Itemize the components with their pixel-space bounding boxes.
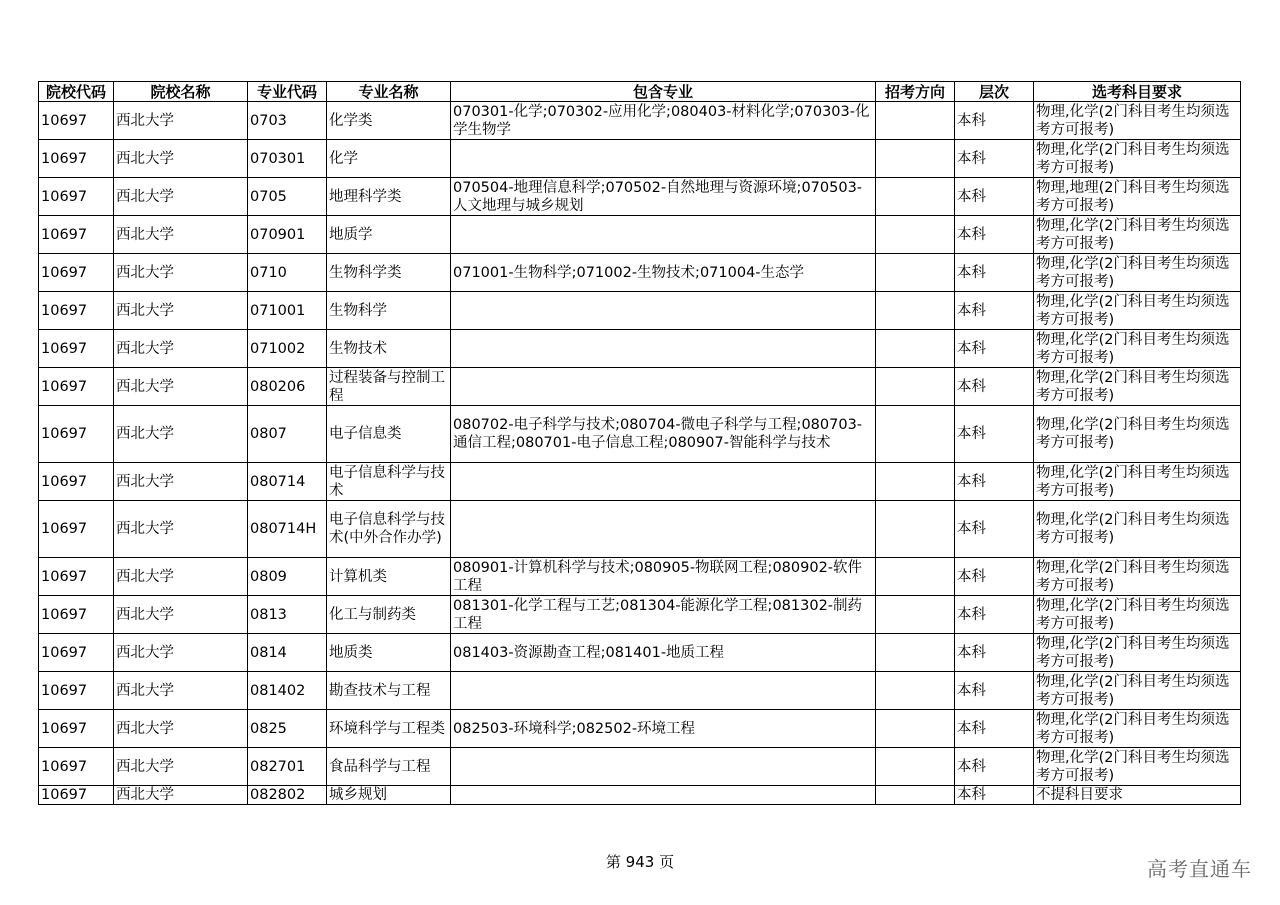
page-number: 第 943 页	[605, 853, 675, 871]
cell-major-code: 080714	[248, 463, 327, 501]
cell-major-code: 070901	[248, 216, 327, 254]
cell-school-name: 西北大学	[114, 558, 248, 596]
table-row	[39, 216, 1241, 254]
cell-major-code: 0813	[248, 596, 327, 634]
cell-school-code: 10697	[39, 501, 114, 558]
cell-major-name: 环境科学与工程类	[327, 710, 451, 748]
cell-included-majors: 081403-资源勘查工程;081401-地质工程	[451, 634, 876, 672]
header-included-majors: 包含专业	[451, 82, 876, 102]
cell-direction	[876, 178, 955, 216]
table-row	[39, 140, 1241, 178]
cell-major-code: 082701	[248, 748, 327, 786]
cell-level: 本科	[955, 463, 1034, 501]
cell-school-code: 10697	[39, 216, 114, 254]
cell-level: 本科	[955, 140, 1034, 178]
cell-direction	[876, 102, 955, 140]
cell-subject-requirement: 物理,化学(2门科目考生均须选考方可报考)	[1034, 368, 1241, 406]
cell-subject-requirement: 物理,化学(2门科目考生均须选考方可报考)	[1034, 330, 1241, 368]
cell-included-majors	[451, 672, 876, 710]
cell-included-majors	[451, 463, 876, 501]
cell-direction	[876, 672, 955, 710]
cell-school-name: 西北大学	[114, 710, 248, 748]
cell-school-name: 西北大学	[114, 406, 248, 463]
header-school-name: 院校名称	[114, 82, 248, 102]
cell-direction	[876, 292, 955, 330]
cell-school-name: 西北大学	[114, 178, 248, 216]
cell-school-code: 10697	[39, 330, 114, 368]
table-row	[39, 786, 1241, 805]
cell-school-code: 10697	[39, 634, 114, 672]
cell-school-code: 10697	[39, 406, 114, 463]
cell-major-name: 地理科学类	[327, 178, 451, 216]
cell-included-majors	[451, 292, 876, 330]
cell-school-code: 10697	[39, 596, 114, 634]
cell-major-code: 0703	[248, 102, 327, 140]
header-major-code: 专业代码	[248, 82, 327, 102]
cell-level: 本科	[955, 558, 1034, 596]
cell-school-name: 西北大学	[114, 292, 248, 330]
cell-included-majors: 082503-环境科学;082502-环境工程	[451, 710, 876, 748]
cell-major-name: 电子信息类	[327, 406, 451, 463]
cell-school-code: 10697	[39, 558, 114, 596]
table-row	[39, 596, 1241, 634]
cell-school-name: 西北大学	[114, 254, 248, 292]
cell-level: 本科	[955, 710, 1034, 748]
cell-school-name: 西北大学	[114, 102, 248, 140]
cell-subject-requirement: 物理,化学(2门科目考生均须选考方可报考)	[1034, 254, 1241, 292]
table-row	[39, 748, 1241, 786]
table-row	[39, 634, 1241, 672]
cell-level: 本科	[955, 596, 1034, 634]
header-subject-requirement: 选考科目要求	[1034, 82, 1241, 102]
table-header-row	[39, 82, 1241, 102]
cell-subject-requirement: 不提科目要求	[1034, 786, 1241, 805]
cell-school-name: 西北大学	[114, 501, 248, 558]
cell-subject-requirement: 物理,化学(2门科目考生均须选考方可报考)	[1034, 710, 1241, 748]
cell-direction	[876, 140, 955, 178]
cell-school-code: 10697	[39, 748, 114, 786]
cell-included-majors: 071001-生物科学;071002-生物技术;071004-生态学	[451, 254, 876, 292]
cell-major-name: 城乡规划	[327, 786, 451, 805]
cell-direction	[876, 254, 955, 292]
cell-included-majors: 070301-化学;070302-应用化学;080403-材料化学;070303-化学生物学	[451, 102, 876, 140]
cell-major-code: 0825	[248, 710, 327, 748]
cell-included-majors: 070504-地理信息科学;070502-自然地理与资源环境;070503-人文地理与城乡规划	[451, 178, 876, 216]
cell-subject-requirement: 物理,化学(2门科目考生均须选考方可报考)	[1034, 558, 1241, 596]
table-row	[39, 254, 1241, 292]
cell-direction	[876, 330, 955, 368]
cell-direction	[876, 368, 955, 406]
cell-direction	[876, 501, 955, 558]
cell-direction	[876, 216, 955, 254]
cell-direction	[876, 596, 955, 634]
cell-school-code: 10697	[39, 292, 114, 330]
table-row	[39, 406, 1241, 463]
cell-major-name: 化工与制药类	[327, 596, 451, 634]
cell-level: 本科	[955, 368, 1034, 406]
table-row	[39, 463, 1241, 501]
cell-subject-requirement: 物理,化学(2门科目考生均须选考方可报考)	[1034, 463, 1241, 501]
cell-major-code: 0705	[248, 178, 327, 216]
cell-major-name: 电子信息科学与技术	[327, 463, 451, 501]
cell-subject-requirement: 物理,地理(2门科目考生均须选考方可报考)	[1034, 178, 1241, 216]
cell-level: 本科	[955, 501, 1034, 558]
cell-school-code: 10697	[39, 102, 114, 140]
cell-direction	[876, 748, 955, 786]
cell-direction	[876, 463, 955, 501]
table-row	[39, 178, 1241, 216]
cell-major-name: 地质学	[327, 216, 451, 254]
cell-major-code: 070301	[248, 140, 327, 178]
header-school-code: 院校代码	[39, 82, 114, 102]
cell-included-majors	[451, 748, 876, 786]
cell-major-code: 080206	[248, 368, 327, 406]
cell-subject-requirement: 物理,化学(2门科目考生均须选考方可报考)	[1034, 634, 1241, 672]
cell-included-majors	[451, 140, 876, 178]
cell-direction	[876, 634, 955, 672]
cell-school-name: 西北大学	[114, 463, 248, 501]
cell-school-name: 西北大学	[114, 330, 248, 368]
cell-major-code: 080714H	[248, 501, 327, 558]
cell-school-code: 10697	[39, 178, 114, 216]
cell-school-name: 西北大学	[114, 634, 248, 672]
cell-school-code: 10697	[39, 672, 114, 710]
cell-subject-requirement: 物理,化学(2门科目考生均须选考方可报考)	[1034, 501, 1241, 558]
cell-level: 本科	[955, 406, 1034, 463]
table-row	[39, 710, 1241, 748]
cell-school-code: 10697	[39, 786, 114, 805]
cell-included-majors	[451, 501, 876, 558]
cell-subject-requirement: 物理,化学(2门科目考生均须选考方可报考)	[1034, 672, 1241, 710]
cell-school-code: 10697	[39, 463, 114, 501]
cell-school-code: 10697	[39, 368, 114, 406]
cell-major-code: 0809	[248, 558, 327, 596]
header-direction: 招考方向	[876, 82, 955, 102]
cell-subject-requirement: 物理,化学(2门科目考生均须选考方可报考)	[1034, 102, 1241, 140]
cell-major-name: 电子信息科学与技术(中外合作办学)	[327, 501, 451, 558]
cell-major-name: 过程装备与控制工程	[327, 368, 451, 406]
cell-school-name: 西北大学	[114, 748, 248, 786]
cell-major-name: 地质类	[327, 634, 451, 672]
cell-level: 本科	[955, 786, 1034, 805]
cell-included-majors	[451, 216, 876, 254]
cell-included-majors	[451, 368, 876, 406]
header-level: 层次	[955, 82, 1034, 102]
cell-major-code: 071002	[248, 330, 327, 368]
cell-included-majors	[451, 330, 876, 368]
cell-major-name: 生物技术	[327, 330, 451, 368]
cell-major-name: 勘查技术与工程	[327, 672, 451, 710]
cell-major-code: 082802	[248, 786, 327, 805]
cell-major-name: 计算机类	[327, 558, 451, 596]
cell-level: 本科	[955, 254, 1034, 292]
cell-included-majors: 080901-计算机科学与技术;080905-物联网工程;080902-软件工程	[451, 558, 876, 596]
cell-included-majors: 080702-电子科学与技术;080704-微电子科学与工程;080703-通信工程;080701-电子信息工程;080907-智能科学与技术	[451, 406, 876, 463]
cell-subject-requirement: 物理,化学(2门科目考生均须选考方可报考)	[1034, 292, 1241, 330]
cell-level: 本科	[955, 634, 1034, 672]
cell-level: 本科	[955, 672, 1034, 710]
cell-school-name: 西北大学	[114, 596, 248, 634]
table-row	[39, 501, 1241, 558]
cell-school-name: 西北大学	[114, 140, 248, 178]
cell-included-majors	[451, 786, 876, 805]
cell-major-name: 生物科学类	[327, 254, 451, 292]
cell-level: 本科	[955, 330, 1034, 368]
cell-direction	[876, 558, 955, 596]
cell-direction	[876, 710, 955, 748]
cell-subject-requirement: 物理,化学(2门科目考生均须选考方可报考)	[1034, 596, 1241, 634]
cell-level: 本科	[955, 216, 1034, 254]
cell-school-name: 西北大学	[114, 786, 248, 805]
cell-included-majors: 081301-化学工程与工艺;081304-能源化学工程;081302-制药工程	[451, 596, 876, 634]
cell-major-name: 化学类	[327, 102, 451, 140]
table-row	[39, 102, 1241, 140]
cell-major-code: 081402	[248, 672, 327, 710]
cell-major-name: 化学	[327, 140, 451, 178]
table-row	[39, 558, 1241, 596]
cell-major-code: 0814	[248, 634, 327, 672]
cell-school-code: 10697	[39, 710, 114, 748]
cell-school-name: 西北大学	[114, 672, 248, 710]
cell-level: 本科	[955, 178, 1034, 216]
cell-school-code: 10697	[39, 140, 114, 178]
cell-major-code: 0807	[248, 406, 327, 463]
cell-school-name: 西北大学	[114, 368, 248, 406]
brand-watermark: 高考直通车	[1147, 857, 1252, 881]
cell-major-name: 食品科学与工程	[327, 748, 451, 786]
cell-subject-requirement: 物理,化学(2门科目考生均须选考方可报考)	[1034, 406, 1241, 463]
cell-school-code: 10697	[39, 254, 114, 292]
cell-school-name: 西北大学	[114, 216, 248, 254]
cell-direction	[876, 406, 955, 463]
cell-major-code: 071001	[248, 292, 327, 330]
cell-major-code: 0710	[248, 254, 327, 292]
admission-table	[38, 81, 1241, 805]
header-major-name: 专业名称	[327, 82, 451, 102]
cell-major-name: 生物科学	[327, 292, 451, 330]
table-row	[39, 672, 1241, 710]
cell-subject-requirement: 物理,化学(2门科目考生均须选考方可报考)	[1034, 748, 1241, 786]
cell-subject-requirement: 物理,化学(2门科目考生均须选考方可报考)	[1034, 140, 1241, 178]
table-row	[39, 368, 1241, 406]
cell-direction	[876, 786, 955, 805]
cell-subject-requirement: 物理,化学(2门科目考生均须选考方可报考)	[1034, 216, 1241, 254]
cell-level: 本科	[955, 102, 1034, 140]
cell-level: 本科	[955, 748, 1034, 786]
cell-level: 本科	[955, 292, 1034, 330]
table-row	[39, 330, 1241, 368]
table-row	[39, 292, 1241, 330]
